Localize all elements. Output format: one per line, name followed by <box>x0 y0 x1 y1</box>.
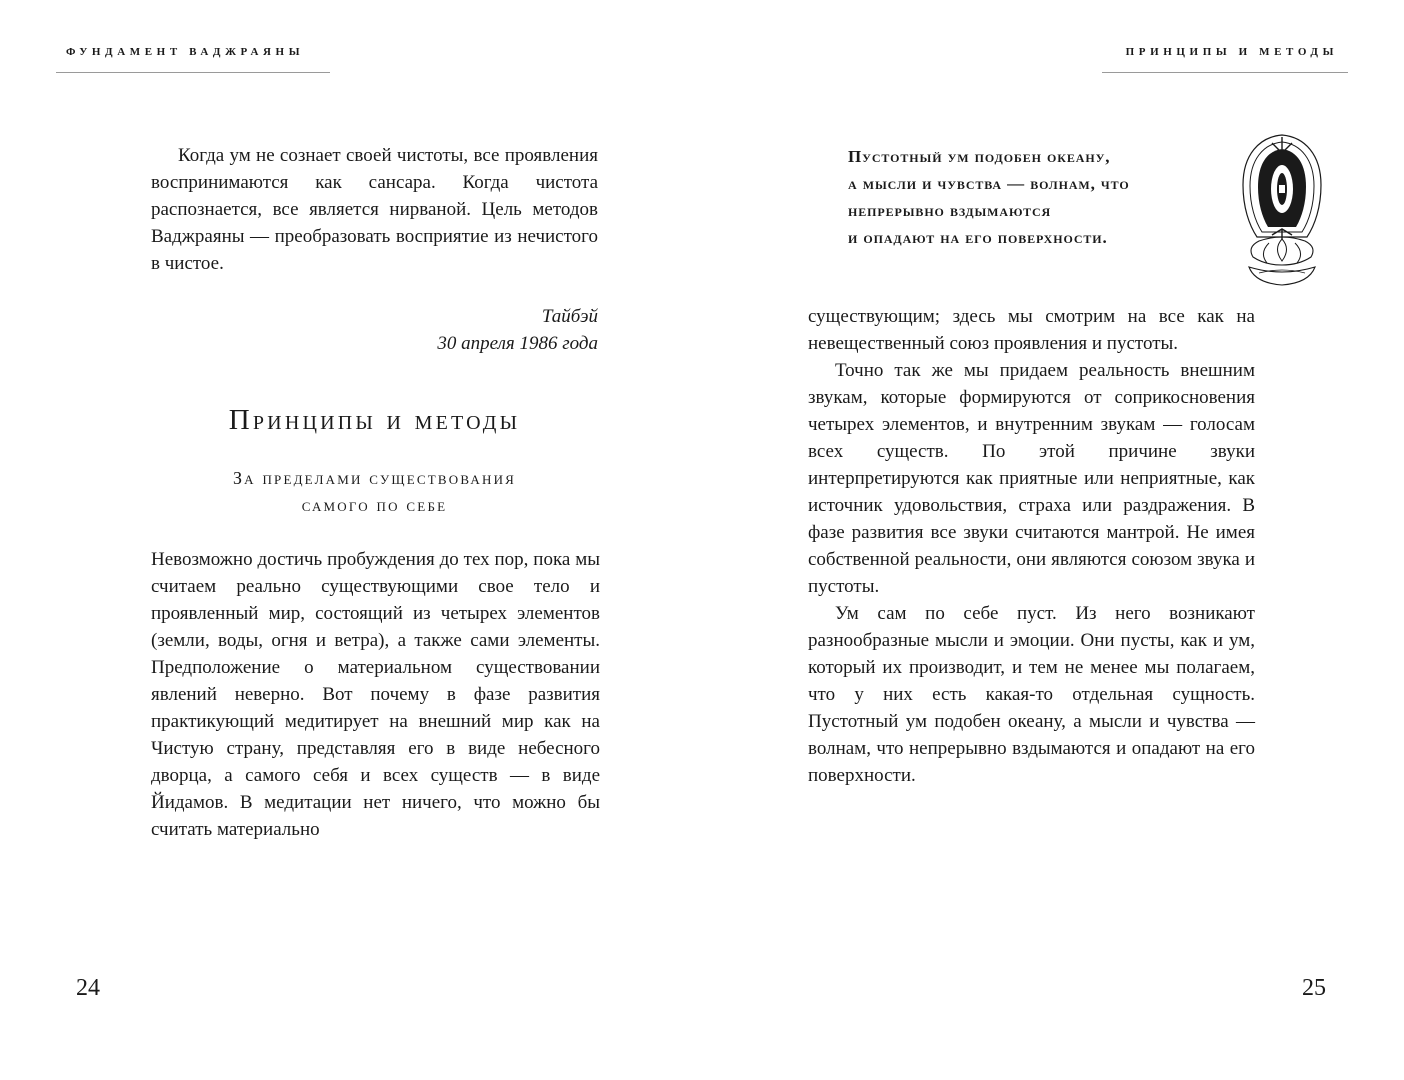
pull-quote-line: Пустотный ум подобен океану, <box>848 147 1111 166</box>
running-head-right: ПРИНЦИПЫ И МЕТОДЫ <box>1125 46 1338 58</box>
section-subtitle <box>151 465 598 519</box>
section-subtitle-line: За пределами существования <box>232 468 517 488</box>
running-head-rule-right <box>1102 72 1348 73</box>
running-head-left: ФУНДАМЕНТ ВАДЖРАЯНЫ <box>66 46 305 58</box>
running-head-rule-left <box>56 72 330 73</box>
paragraph: существующим; здесь мы смотрим на все как на невещественный союз проявления и пустоты. <box>808 306 1255 354</box>
section-title: Принципы и методы <box>228 404 521 436</box>
body-text-left <box>151 546 600 843</box>
page-number-left: 24 <box>76 975 100 1001</box>
pull-quote-line: а мысли и чувства — волнам, что <box>848 174 1130 193</box>
pull-quote-line: и опадают на его поверхности. <box>848 228 1108 247</box>
body-text-right <box>808 303 1255 789</box>
attribution-place: Тайбэй <box>541 306 598 327</box>
paragraph: Ум сам по себе пуст. Из него возникают разнообразные мысли и эмоции. Они пусты, как и ум, который их производит, и тем не менее мы полагаем, что у них есть какая-то отдельная сущность. Пустотный ум подобен океану, а мысли и чувства — волнам, что непрерывно вздымаются и опадают на его поверхности. <box>808 603 1255 786</box>
vajra-lotus-emblem-icon <box>1239 133 1325 295</box>
paragraph: Точно так же мы придаем реальность внешним звукам, которые формируются от соприкосновения четырех элементов, и внутренним звукам — голосам всех существ. По этой причине звуки интерпретируются как приятные или неприятные, как источник удовольствия, страха или раздражения. В фазе развития все звуки считаются мантрой. Не имея собственной реальности, они являются союзом звука и пустоты. <box>808 360 1255 597</box>
epigraph-text: Когда ум не сознает своей чистоты, все проявления воспринимаются как сансара. Когда чистота распознается, все является нирваной. Цель методов Ваджраяны — преобразовать восприятие из нечистого в чистое. <box>151 145 598 274</box>
section-subtitle-line: самого по себе <box>301 495 448 515</box>
right-page <box>702 0 1404 1080</box>
attribution-date: 30 апреля 1986 года <box>437 333 598 354</box>
pull-quote <box>848 143 1228 251</box>
epigraph-attribution <box>151 303 598 357</box>
paragraph: Невозможно достичь пробуждения до тех пор, пока мы считаем реально существующими свое тело и проявленный мир, состоящий из четырех элементов (земли, воды, огня и ветра), а также сами элементы. Предположение о материальном существовании явлений неверно. Вот почему в фазе развития практикующий медитирует на внешний мир как на Чистую страну, представляя его в виде небесного дворца, а самого себя и всех существ — в виде Йидамов. В медитации нет ничего, что можно бы считать материально <box>151 549 600 840</box>
page-number-right: 25 <box>1302 975 1326 1001</box>
pull-quote-line: непрерывно вздымаются <box>848 201 1052 220</box>
epigraph <box>151 142 598 277</box>
